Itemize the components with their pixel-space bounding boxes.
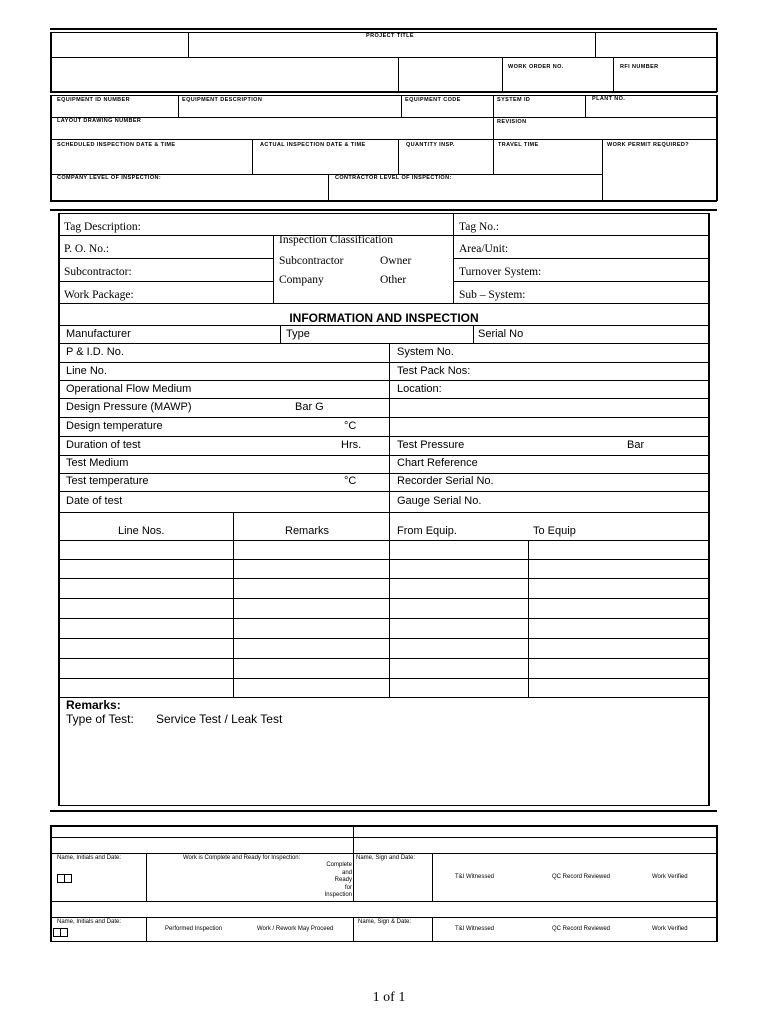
table-row[interactable] <box>62 581 230 595</box>
name-sign-date-label-1: Name, Sign and Date: <box>356 855 416 861</box>
table-row[interactable] <box>62 661 230 675</box>
table-row[interactable] <box>62 562 230 576</box>
work-verified-label-2: Work Verified <box>652 926 688 932</box>
page-number: 1 of 1 <box>372 990 406 1005</box>
serial-no-label: Serial No <box>478 328 524 340</box>
operational-flow-medium-label: Operational Flow Medium <box>66 383 192 395</box>
test-temperature-label: Test temperature <box>66 475 149 487</box>
manufacturer-label: Manufacturer <box>66 328 131 340</box>
hrs-unit: Hrs. <box>341 439 362 451</box>
type-label: Type <box>286 328 310 340</box>
col-header-line-nos: Line Nos. <box>118 525 165 537</box>
travel-time-label: TRAVEL TIME <box>498 142 539 148</box>
class-company-option: Company <box>279 274 324 286</box>
col-header-to-equip: To Equip <box>533 525 576 537</box>
line-no-label: Line No. <box>66 365 107 377</box>
subcontractor-label: Subcontractor: <box>64 266 132 278</box>
type-of-test-label: Type of Test: <box>66 712 134 726</box>
test-medium-label: Test Medium <box>66 457 129 469</box>
class-subcontractor-option: Subcontractor <box>279 255 344 267</box>
revision-label: REVISION <box>497 119 527 125</box>
ready-for-inspection-label: Complete and Ready for Inspection <box>324 862 352 898</box>
quantity-insp-label: QUANTITY INSP. <box>406 142 455 148</box>
turnover-system-label: Turnover System: <box>459 266 542 278</box>
gauge-serial-no-label: Gauge Serial No. <box>397 495 482 507</box>
inspection-classification-label: Inspection Classification <box>279 234 394 246</box>
rfi-number-label: RFI NUMBER <box>620 64 659 70</box>
recorder-serial-no-label: Recorder Serial No. <box>397 475 494 487</box>
table-row[interactable] <box>62 641 230 655</box>
date-of-test-label: Date of test <box>66 495 123 507</box>
tag-no-label: Tag No.: <box>459 221 500 233</box>
qc-record-reviewed-label-2: QC Record Reviewed <box>552 926 611 932</box>
class-other-option: Other <box>380 274 407 286</box>
table-row[interactable] <box>62 621 230 635</box>
tsi-witnessed-label-1: T&I Witnessed <box>455 874 495 880</box>
equipment-id-label: EQUIPMENT ID NUMBER <box>57 97 130 103</box>
tsi-witnessed-label-2: T&I Witnessed <box>455 926 495 932</box>
information-heading: INFORMATION AND INSPECTION <box>289 311 479 325</box>
plant-no-label: PLANT NO. <box>592 96 626 102</box>
deg-c-unit-2: °C <box>344 475 357 487</box>
name-initials-date-label-2: Name, Initials and Date: <box>57 919 122 925</box>
po-no-label: P. O. No.: <box>64 243 110 255</box>
project-title-label: PROJECT TITLE <box>366 33 414 39</box>
deg-c-unit-1: °C <box>344 420 357 432</box>
layout-drawing-label: LAYOUT DRAWING NUMBER <box>57 118 142 124</box>
equipment-description-label: EQUIPMENT DESCRIPTION <box>182 97 263 103</box>
actual-inspection-label: ACTUAL INSPECTION DATE & TIME <box>260 142 366 148</box>
work-package-label: Work Package: <box>64 289 134 301</box>
location-label: Location: <box>397 383 442 395</box>
sub-system-label: Sub – System: <box>459 289 526 301</box>
test-pressure-label: Test Pressure <box>397 439 465 451</box>
remarks-label: Remarks: <box>66 698 121 712</box>
scheduled-inspection-label: SCHEDULED INSPECTION DATE & TIME <box>57 142 176 148</box>
type-of-test-value: Service Test / Leak Test <box>156 712 283 726</box>
pid-no-label: P & I.D. No. <box>66 346 124 358</box>
area-unit-label: Area/Unit: <box>459 243 509 255</box>
table-row[interactable] <box>62 543 230 557</box>
col-header-remarks: Remarks <box>285 525 330 537</box>
table-row[interactable] <box>62 601 230 615</box>
bar-unit: Bar <box>627 439 645 451</box>
checkbox-icon[interactable] <box>60 928 68 937</box>
test-pack-nos-label: Test Pack Nos: <box>397 365 471 377</box>
contractor-level-label: CONTRACTOR LEVEL OF INSPECTION: <box>335 175 452 181</box>
duration-of-test-label: Duration of test <box>66 439 141 451</box>
bar-g-unit: Bar G <box>295 401 324 413</box>
design-temperature-label: Design temperature <box>66 420 163 432</box>
class-owner-option: Owner <box>380 255 412 267</box>
work-order-label: WORK ORDER NO. <box>508 64 564 70</box>
company-level-label: COMPANY LEVEL OF INSPECTION: <box>57 175 162 181</box>
table-row[interactable] <box>62 681 230 695</box>
checkbox-icon[interactable] <box>64 874 72 883</box>
name-initials-date-label-1: Name, Initials and Date: <box>57 855 122 861</box>
performed-inspection-label: Performed Inspection <box>165 926 223 932</box>
work-verified-label-1: Work Verified <box>652 874 688 880</box>
work-permit-label: WORK PERMIT REQUIRED? <box>607 142 690 148</box>
work-complete-label: Work is Complete and Ready for Inspection: <box>183 855 301 861</box>
tag-description-label: Tag Description: <box>64 221 141 233</box>
system-id-label: SYSTEM ID <box>497 97 531 103</box>
qc-record-reviewed-label-1: QC Record Reviewed <box>552 874 611 880</box>
system-no-label: System No. <box>397 346 454 358</box>
design-pressure-label: Design Pressure (MAWP) <box>66 401 192 413</box>
chart-reference-label: Chart Reference <box>397 457 478 469</box>
equipment-code-label: EQUIPMENT CODE <box>405 97 461 103</box>
name-sign-date-label-2: Name, Sign & Date: <box>358 919 412 925</box>
work-rework-label: Work / Rework May Proceed <box>257 926 334 932</box>
col-header-from-equip: From Equip. <box>397 525 457 537</box>
